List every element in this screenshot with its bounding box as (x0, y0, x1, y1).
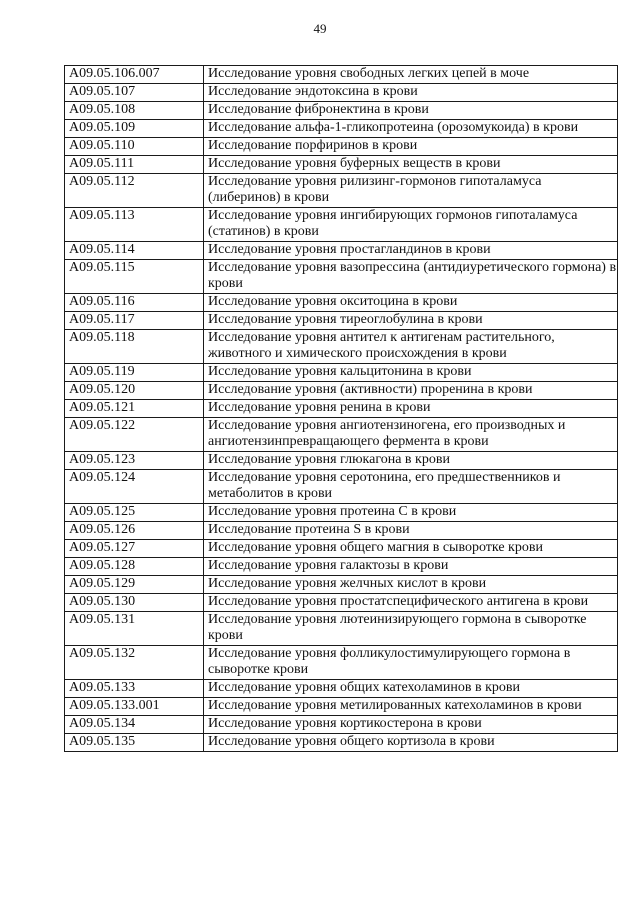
service-name-cell: Исследование уровня общих катехоламинов в крови (204, 680, 618, 698)
service-code-cell: A09.05.135 (65, 734, 204, 752)
service-name-cell: Исследование порфиринов в крови (204, 138, 618, 156)
service-name-cell: Исследование уровня простатспецифического антигена в крови (204, 594, 618, 612)
service-name-cell: Исследование уровня общего магния в сыворотке крови (204, 540, 618, 558)
table-row (65, 576, 618, 594)
service-code-cell: A09.05.126 (65, 522, 204, 540)
service-code-cell: A09.05.110 (65, 138, 204, 156)
service-code-cell: A09.05.128 (65, 558, 204, 576)
service-name-cell: Исследование уровня ангиотензиногена, его производных и ангиотензинпревращающего фермента в крови (204, 418, 618, 452)
service-code-cell: A09.05.114 (65, 242, 204, 260)
service-code-cell: A09.05.111 (65, 156, 204, 174)
table-row (65, 698, 618, 716)
service-code-cell: A09.05.108 (65, 102, 204, 120)
table-row (65, 174, 618, 208)
service-code-cell: A09.05.124 (65, 470, 204, 504)
table-row (65, 66, 618, 84)
service-code-cell: A09.05.134 (65, 716, 204, 734)
table-row (65, 294, 618, 312)
service-code-cell: A09.05.130 (65, 594, 204, 612)
table-row (65, 734, 618, 752)
service-name-cell: Исследование уровня антител к антигенам растительного, животного и химического происхождения в крови (204, 330, 618, 364)
table-row (65, 330, 618, 364)
service-name-cell: Исследование уровня кальцитонина в крови (204, 364, 618, 382)
service-code-cell: A09.05.117 (65, 312, 204, 330)
service-name-cell: Исследование уровня ингибирующих гормонов гипоталамуса (статинов) в крови (204, 208, 618, 242)
service-name-cell: Исследование уровня тиреоглобулина в крови (204, 312, 618, 330)
table-row (65, 138, 618, 156)
service-name-cell: Исследование уровня протеина С в крови (204, 504, 618, 522)
table-row (65, 84, 618, 102)
service-code-cell: A09.05.127 (65, 540, 204, 558)
service-code-cell: A09.05.133.001 (65, 698, 204, 716)
table-row (65, 594, 618, 612)
table-row (65, 540, 618, 558)
table-row (65, 382, 618, 400)
service-code-cell: A09.05.113 (65, 208, 204, 242)
service-name-cell: Исследование уровня глюкагона в крови (204, 452, 618, 470)
service-name-cell: Исследование уровня лютеинизирующего гормона в сыворотке крови (204, 612, 618, 646)
service-name-cell: Исследование уровня желчных кислот в крови (204, 576, 618, 594)
service-name-cell: Исследование уровня ренина в крови (204, 400, 618, 418)
table-row (65, 418, 618, 452)
table-row (65, 716, 618, 734)
table-row (65, 470, 618, 504)
service-name-cell: Исследование уровня окситоцина в крови (204, 294, 618, 312)
table-row (65, 452, 618, 470)
services-table (64, 65, 618, 752)
table-row (65, 242, 618, 260)
table-row (65, 156, 618, 174)
service-name-cell: Исследование уровня буферных веществ в крови (204, 156, 618, 174)
service-name-cell: Исследование уровня рилизинг-гормонов гипоталамуса (либеринов) в крови (204, 174, 618, 208)
service-code-cell: A09.05.119 (65, 364, 204, 382)
service-name-cell: Исследование протеина S в крови (204, 522, 618, 540)
service-code-cell: A09.05.109 (65, 120, 204, 138)
table-row (65, 646, 618, 680)
service-code-cell: A09.05.131 (65, 612, 204, 646)
service-code-cell: A09.05.120 (65, 382, 204, 400)
service-code-cell: A09.05.112 (65, 174, 204, 208)
service-code-cell: A09.05.133 (65, 680, 204, 698)
services-table-body (65, 66, 618, 752)
service-name-cell: Исследование уровня вазопрессина (антидиуретического гормона) в крови (204, 260, 618, 294)
service-code-cell: A09.05.106.007 (65, 66, 204, 84)
service-code-cell: A09.05.121 (65, 400, 204, 418)
service-code-cell: A09.05.118 (65, 330, 204, 364)
service-name-cell: Исследование уровня простагландинов в крови (204, 242, 618, 260)
service-code-cell: A09.05.132 (65, 646, 204, 680)
table-row (65, 558, 618, 576)
service-name-cell: Исследование уровня общего кортизола в крови (204, 734, 618, 752)
service-code-cell: A09.05.125 (65, 504, 204, 522)
service-name-cell: Исследование уровня свободных легких цепей в моче (204, 66, 618, 84)
service-code-cell: A09.05.115 (65, 260, 204, 294)
service-name-cell: Исследование эндотоксина в крови (204, 84, 618, 102)
service-name-cell: Исследование уровня (активности) проренина в крови (204, 382, 618, 400)
service-name-cell: Исследование уровня метилированных катехоламинов в крови (204, 698, 618, 716)
table-row (65, 522, 618, 540)
service-code-cell: A09.05.122 (65, 418, 204, 452)
table-row (65, 612, 618, 646)
service-code-cell: A09.05.116 (65, 294, 204, 312)
table-row (65, 504, 618, 522)
service-name-cell: Исследование альфа-1-гликопротеина (орозомукоида) в крови (204, 120, 618, 138)
page-number: 49 (313, 21, 327, 36)
table-row (65, 208, 618, 242)
table-row (65, 260, 618, 294)
service-code-cell: A09.05.129 (65, 576, 204, 594)
service-name-cell: Исследование уровня серотонина, его предшественников и метаболитов в крови (204, 470, 618, 504)
service-name-cell: Исследование уровня кортикостерона в крови (204, 716, 618, 734)
service-name-cell: Исследование уровня фолликулостимулирующего гормона в сыворотке крови (204, 646, 618, 680)
service-name-cell: Исследование фибронектина в крови (204, 102, 618, 120)
service-code-cell: A09.05.123 (65, 452, 204, 470)
table-row (65, 400, 618, 418)
table-row (65, 680, 618, 698)
table-row (65, 120, 618, 138)
service-name-cell: Исследование уровня галактозы в крови (204, 558, 618, 576)
table-row (65, 312, 618, 330)
table-row (65, 102, 618, 120)
table-row (65, 364, 618, 382)
service-code-cell: A09.05.107 (65, 84, 204, 102)
